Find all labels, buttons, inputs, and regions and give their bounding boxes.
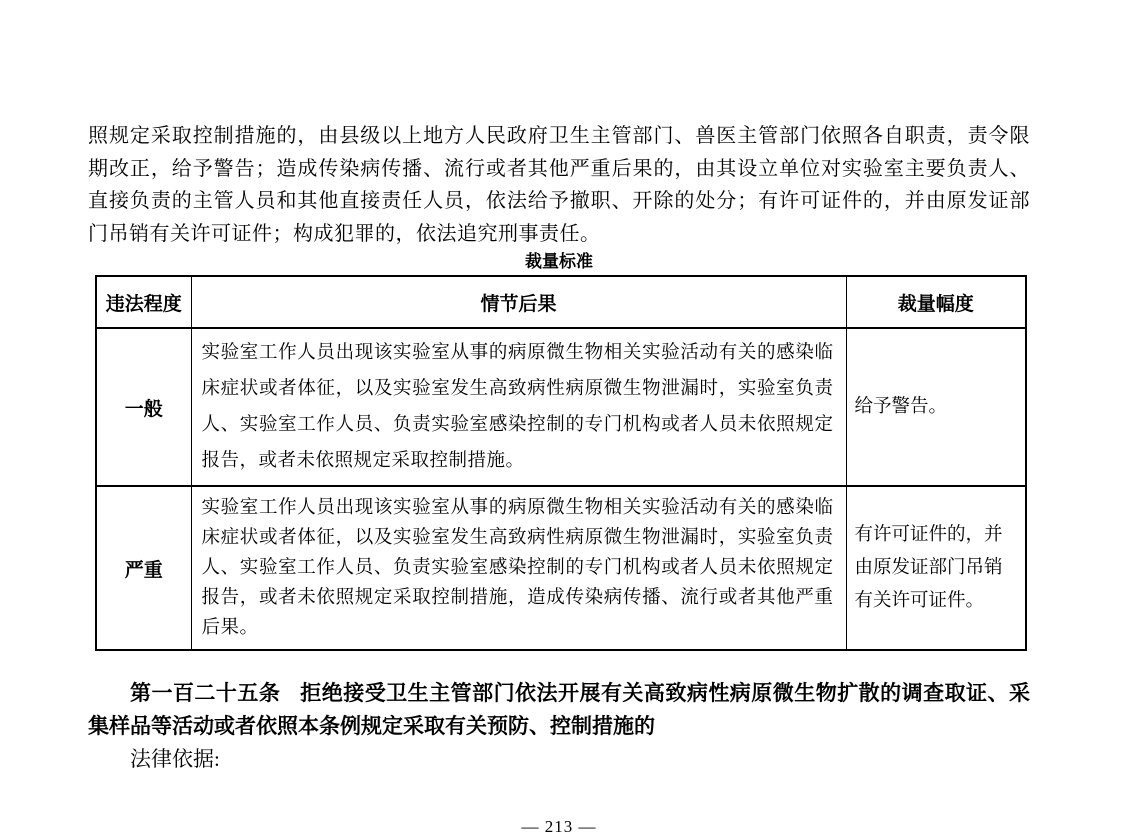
circumstance-cell-severe: 实验室工作人员出现该实验室从事的病原微生物相关实验活动有关的感染临床症状或者体征，以及实验室发生高致病性病原微生物泄漏时，实验室负责人、实验室工作人员、负责实验室感染控制的专门机构或者人员未依照规定报告，或者未依照规定采取控制措施，造成传染病传播、流行或者其他严重后果。 bbox=[191, 486, 846, 650]
column-header-circumstance: 情节后果 bbox=[191, 276, 846, 328]
degree-cell-general: 一般 bbox=[96, 328, 191, 486]
table-header-row bbox=[96, 276, 1026, 328]
article-paragraph bbox=[88, 677, 1030, 743]
ruling-standard-table bbox=[95, 275, 1027, 651]
range-cell-general: 给予警告。 bbox=[846, 328, 1026, 486]
degree-cell-severe: 严重 bbox=[96, 486, 191, 650]
range-cell-severe: 有许可证件的，并由原发证部门吊销有关许可证件。 bbox=[846, 486, 1026, 650]
column-header-violation-degree: 违法程度 bbox=[96, 276, 191, 328]
table-title: 裁量标准 bbox=[525, 252, 593, 271]
intro-paragraph: 照规定采取控制措施的，由县级以上地方人民政府卫生主管部门、兽医主管部门依照各自职责，责令限期改正，给予警告；造成传染病传播、流行或者其他严重后果的，由其设立单位对实验室主要负责人、直接负责的主管人员和其他直接责任人员，依法给予撤职、开除的处分；有许可证件的，并由原发证部门吊销有关许可证件；构成犯罪的，依法追究刑事责任。 bbox=[88, 125, 1030, 245]
column-header-ruling-range: 裁量幅度 bbox=[846, 276, 1026, 328]
page-number: — 213 — bbox=[521, 817, 597, 836]
article-number: 第一百二十五条 bbox=[130, 681, 281, 705]
article-text: 拒绝接受卫生主管部门依法开展有关高致病性病原微生物扩散的调查取证、采集样品等活动或者依照本条例规定采取有关预防、控制措施的 bbox=[88, 681, 1031, 738]
legal-basis-label: 法律依据: bbox=[130, 747, 220, 771]
circumstance-cell-general: 实验室工作人员出现该实验室从事的病原微生物相关实验活动有关的感染临床症状或者体征，以及实验室发生高致病性病原微生物泄漏时，实验室负责人、实验室工作人员、负责实验室感染控制的专门机构或者人员未依照规定报告，或者未依照规定采取控制措施。 bbox=[191, 328, 846, 486]
table-row bbox=[96, 486, 1026, 650]
table-row bbox=[96, 328, 1026, 486]
